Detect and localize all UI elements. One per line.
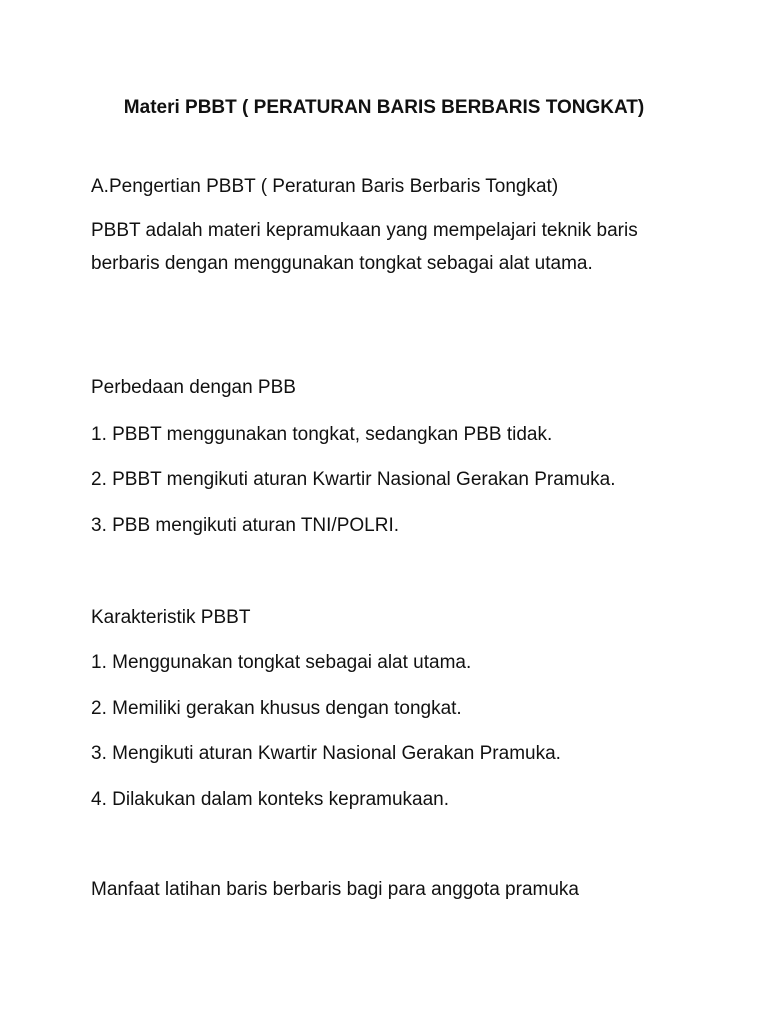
section-a-heading: A.Pengertian PBBT ( Peraturan Baris Berbaris Tongkat)	[91, 176, 559, 197]
differences-heading: Perbedaan dengan PBB	[91, 377, 296, 398]
characteristic-item-2: 2. Memiliki gerakan khusus dengan tongkat.	[91, 698, 462, 719]
characteristic-item-1: 1. Menggunakan tongkat sebagai alat utama.	[91, 652, 472, 673]
characteristics-heading: Karakteristik PBBT	[91, 607, 251, 628]
benefits-heading: Manfaat latihan baris berbaris bagi para anggota pramuka	[91, 879, 579, 900]
difference-item-2: 2. PBBT mengikuti aturan Kwartir Nasional Gerakan Pramuka.	[91, 469, 616, 490]
difference-item-1: 1. PBBT menggunakan tongkat, sedangkan PBB tidak.	[91, 424, 553, 445]
characteristic-item-4: 4. Dilakukan dalam konteks kepramukaan.	[91, 789, 450, 810]
difference-item-3: 3. PBB mengikuti aturan TNI/POLRI.	[91, 515, 400, 536]
document-title: Materi PBBT ( PERATURAN BARIS BERBARIS TONGKAT)	[123, 97, 645, 118]
definition-paragraph: PBBT adalah materi kepramukaan yang mempelajari teknik baris berbaris dengan menggunakan tongkat sebagai alat utama.	[91, 220, 638, 274]
characteristic-item-3: 3. Mengikuti aturan Kwartir Nasional Gerakan Pramuka.	[91, 743, 561, 764]
